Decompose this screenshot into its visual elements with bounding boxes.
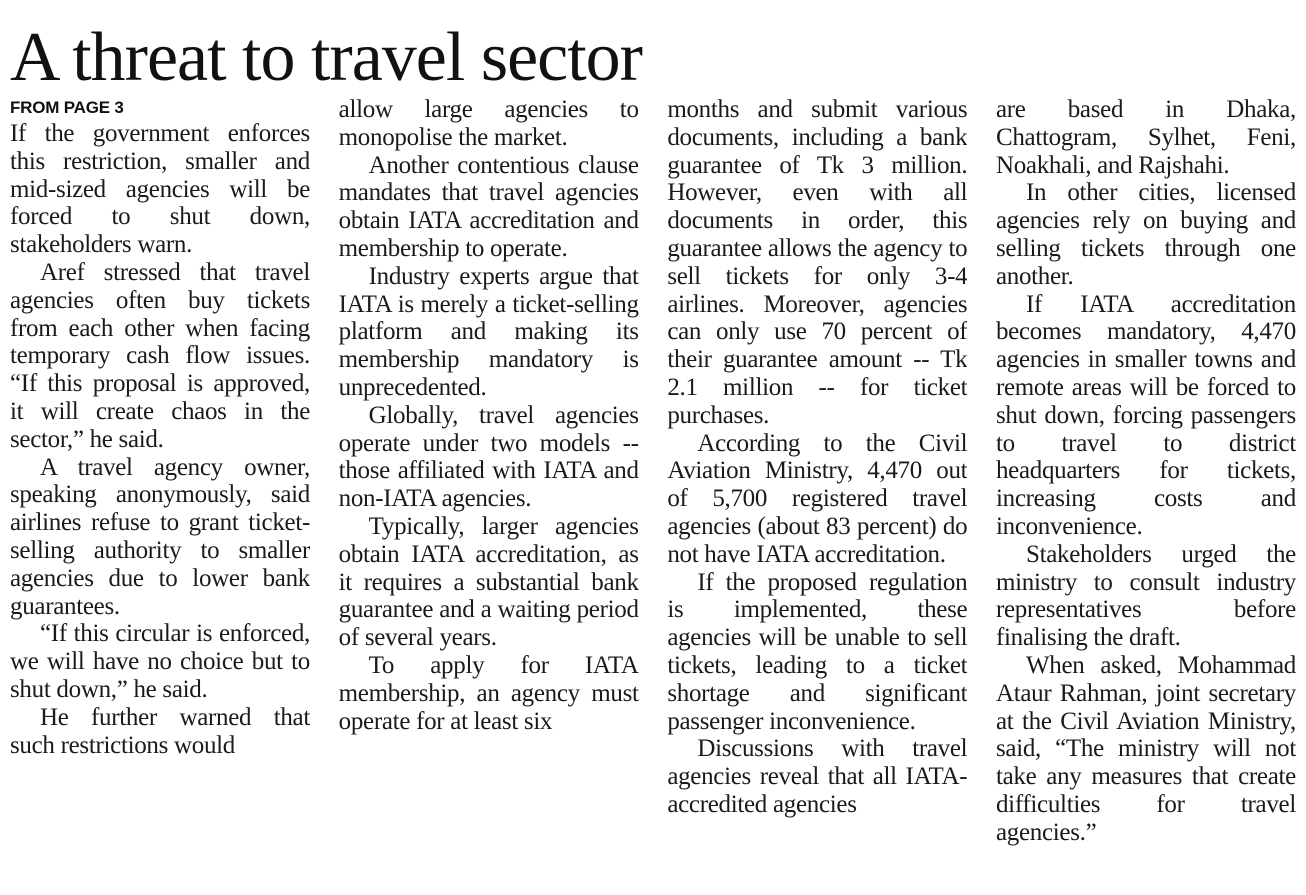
article-column-1 — [10, 96, 310, 886]
article-body — [10, 96, 1296, 886]
paragraph: He further warned that such restrictions would — [10, 703, 310, 759]
paragraph: “If this circular is enforced, we will have no choice but to shut down,” he said. — [10, 620, 310, 703]
paragraph: If the government enforces this restriction, smaller and mid-sized agencies will be forced to shut down, stakeholders warn. — [10, 120, 310, 259]
paragraph: Globally, travel agencies operate under two models -- those affiliated with IATA and non-IATA agencies. — [338, 401, 639, 513]
paragraph: Another contentious clause mandates that travel agencies obtain IATA accreditation and membership to operate. — [338, 151, 639, 262]
paragraph-continued: months and submit various documents, including a bank guarantee of Tk 3 million. However, even with all documents in order, this guarantee allows the agency to sell tickets for only 3-4 airlines. Moreover, agencies can only use 70 percent of their guarantee amount -- Tk 2.1 million -- for ticket purchases. — [667, 96, 968, 429]
paragraph: Industry experts argue that IATA is merely a ticket-selling platform and making its membership mandatory is unprecedented. — [338, 262, 639, 401]
paragraph: Stakeholders urged the ministry to consult industry representatives before finalising the draft. — [995, 540, 1296, 652]
paragraph: If IATA accreditation becomes mandatory, 4,470 agencies in smaller towns and remote areas will be forced to shut down, forcing passengers to travel to district headquarters for tickets, increasing costs and inconvenience. — [995, 290, 1296, 540]
paragraph: According to the Civil Aviation Ministry, 4,470 out of 5,700 registered travel agencies (about 83 percent) do not have IATA accreditation. — [667, 429, 968, 568]
paragraph: Typically, larger agencies obtain IATA accreditation, as it requires a substantial bank guarantee and a waiting period of several years. — [338, 512, 639, 652]
paragraph: Discussions with travel agencies reveal that all IATA-accredited agencies — [667, 735, 968, 818]
paragraph: When asked, Mohammad Ataur Rahman, joint secretary at the Civil Aviation Ministry, said, “The ministry will not take any measures that create difficulties for travel agencies.” — [995, 651, 1296, 846]
paragraph-continued: allow large agencies to monopolise the market. — [338, 96, 639, 151]
paragraph: A travel agency owner, speaking anonymously, said airlines refuse to grant ticket-selling authority to smaller agencies due to lower bank guarantees. — [10, 453, 310, 620]
article-column-3 — [667, 96, 967, 886]
article-column-2 — [339, 96, 639, 886]
paragraph: In other cities, licensed agencies rely on buying and selling tickets through one another. — [995, 179, 1296, 290]
continued-from-label: FROM PAGE 3 — [10, 98, 124, 117]
article-headline: A threat to travel sector — [10, 19, 642, 96]
paragraph-continued: are based in Dhaka, Chattogram, Sylhet, Feni, Noakhali, and Rajshahi. — [995, 96, 1296, 179]
article-column-4 — [996, 96, 1296, 886]
paragraph: Aref stressed that travel agencies often buy tickets from each other when facing temporary cash flow issues. “If this proposal is approved, it will create chaos in the sector,” he said. — [10, 258, 310, 453]
paragraph: To apply for IATA membership, an agency must operate for at least six — [338, 651, 639, 735]
paragraph: If the proposed regulation is implemented, these agencies will be unable to sell tickets, leading to a ticket shortage and significant passenger inconvenience. — [667, 568, 968, 735]
